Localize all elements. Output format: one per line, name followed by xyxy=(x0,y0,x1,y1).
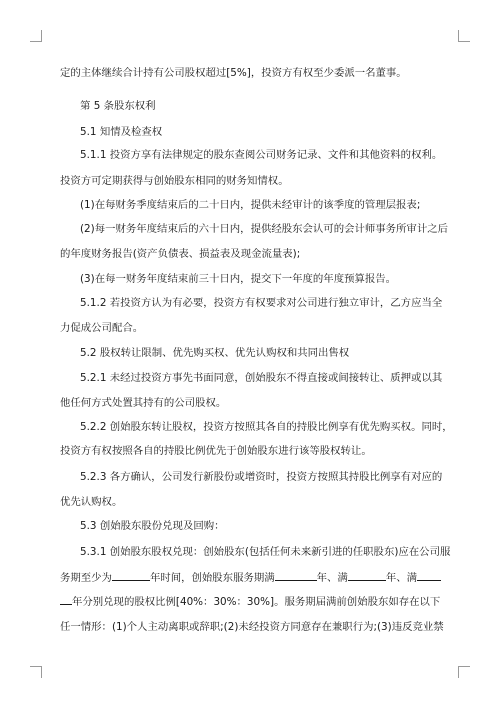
section-heading: 5.2 股权转让限制、优先购买权、优先认购权和共同出售权 xyxy=(80,347,350,359)
paragraph-line: 的年度财务报告(资产负债表、损益表及现金流量表); xyxy=(60,248,301,260)
fill-in-blank xyxy=(112,570,150,581)
paragraph-line: 任一情形：(1)个人主动离职或辞职;(2)未经投资方同意存在兼职行为;(3)违反竞业禁 xyxy=(60,621,444,633)
paragraph-line-with-blanks xyxy=(60,570,441,585)
paragraph-line: 5.2.2 创始股东转让股权，投资方按照其各自的持股比例享有优先购买权。同时， xyxy=(80,421,453,433)
paragraph-line: 定的主体继续合计持有公司股权超过[5%]，投资方有权至少委派一名董事。 xyxy=(60,67,407,79)
paragraph-line-with-blanks xyxy=(60,594,440,609)
paragraph-line: 投资方可定期获得与创始股东相同的财务知情权。 xyxy=(60,175,289,187)
fill-in-blank xyxy=(60,594,72,605)
section-heading: 5.1 知情及检查权 xyxy=(80,126,163,138)
text-segment: 务期至少为 xyxy=(60,572,112,584)
text-segment: 年、满 xyxy=(316,572,348,584)
paragraph-line: 他任何方式处置其持有的公司股权。 xyxy=(60,397,227,409)
article-heading: 第 5 条股东权利 xyxy=(80,100,156,112)
list-item: (3)在每一财务年度结束前三十日内，提交下一年度的年度预算报告。 xyxy=(80,273,397,285)
list-item: (1)在每财务季度结束后的二十日内，提供未经审计的该季度的管理层报表; xyxy=(80,199,421,211)
text-segment: 年、满 xyxy=(385,572,417,584)
list-item: (2)每一财务年度结束后的六十日内，提供经股东会认可的会计师事务所审计之后 xyxy=(80,223,448,235)
paragraph-line: 5.3.1 创始股东股权兑现：创始股东(包括任何未来新引进的任职股东)应在公司服 xyxy=(80,546,451,558)
paragraph-line: 优先认购权。 xyxy=(60,496,123,508)
section-heading: 5.3 创始股东股份兑现及回购： xyxy=(80,520,225,532)
text-segment: 年分别兑现的股权比例[40%：30%：30%]。服务期届满前创始股东如存在以下 xyxy=(72,596,441,608)
fill-in-blank xyxy=(348,570,386,581)
text-segment: 年时间，创始股东服务期满 xyxy=(149,572,275,584)
crop-mark-top-left xyxy=(30,30,42,42)
paragraph-line: 5.1.2 若投资方认为有必要，投资方有权要求对公司进行独立审计，乙方应当全 xyxy=(80,297,443,309)
paragraph-line: 5.1.1 投资方享有法律规定的股东查阅公司财务记录、文件和其他资料的权利。 xyxy=(80,149,443,161)
paragraph-line: 5.2.1 未经过投资方事先书面同意，创始股东不得直接或间接转让、质押或以其 xyxy=(80,372,443,384)
fill-in-blank xyxy=(417,570,441,581)
paragraph-line: 5.2.3 各方确认，公司发行新股份或增资时，投资方按照其持股比例享有对应的 xyxy=(80,471,443,483)
paragraph-line: 投资方有权按照各自的持股比例优先于创始股东进行该等股权转让。 xyxy=(60,445,372,457)
paragraph-line: 力促成公司配合。 xyxy=(60,322,144,334)
fill-in-blank xyxy=(275,570,317,581)
crop-mark-bottom-right xyxy=(458,666,470,678)
crop-mark-top-right xyxy=(458,30,470,42)
crop-mark-bottom-left xyxy=(30,666,42,678)
